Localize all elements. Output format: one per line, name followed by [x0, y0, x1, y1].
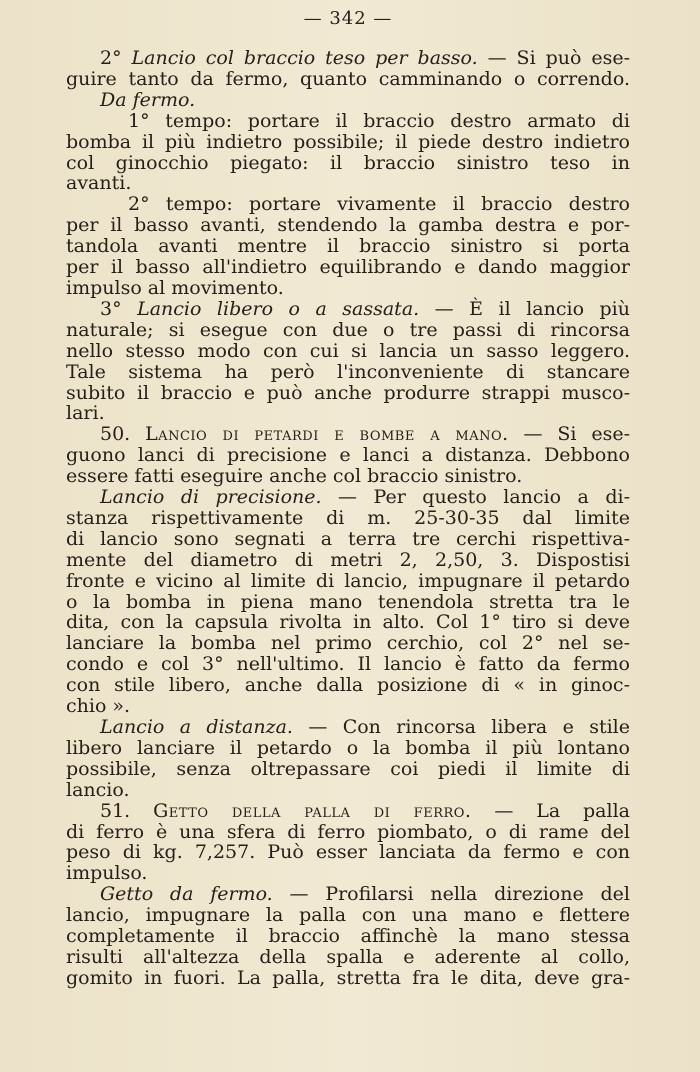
text-line: impulso.: [66, 862, 148, 885]
text-line: condo e col 3° nell'ultimo. Il lancio è fatto da fermo: [66, 653, 630, 676]
text-line: essere fatti eseguire anche col braccio sinistro.: [66, 465, 523, 488]
text-line: stanza rispettivamente di m. 25-30-35 dal limite: [66, 506, 630, 529]
text-line: di ferro è una sfera di ferro piombato, o di rame del: [66, 820, 630, 843]
text-line: 50. Lancio di petardi e bombe a mano. — Si ese-: [100, 423, 630, 446]
text-line: lancio.: [66, 778, 130, 801]
text-line: risulti all'altezza della spalla e aderente al collo,: [66, 945, 630, 968]
text-line: Da fermo.: [100, 88, 196, 111]
text-line: peso di kg. 7,257. Può esser lanciata da fermo e con: [66, 841, 630, 864]
text-line: per il basso avanti, stendendo la gamba destra e por-: [66, 214, 630, 237]
text-line: 2° tempo: portare vivamente il braccio destro: [128, 193, 630, 216]
text-line: guire tanto da fermo, quanto camminando o correndo.: [66, 67, 630, 90]
text-line: tandola avanti mentre il braccio sinistro si porta: [66, 235, 630, 258]
text-line: dita, con la capsula rivolta in alto. Col 1° tiro si deve: [66, 611, 630, 634]
page-number: — 342 —: [303, 8, 393, 29]
text-line: gomito in fuori. La palla, stretta fra le dita, deve gra-: [66, 966, 630, 989]
text-line: lancio, impugnare la palla con una mano e flettere: [66, 904, 630, 927]
text-line: nello stesso modo con cui si lancia un sasso leggero.: [66, 339, 630, 362]
text-line: Getto da fermo. — Profilarsi nella direzione del: [100, 883, 630, 906]
text-line: 1° tempo: portare il braccio destro armato di: [128, 109, 630, 132]
text-line: col ginocchio piegato: il braccio sinistro teso in: [66, 151, 630, 174]
text-line: lari.: [66, 402, 105, 425]
text-line: naturale; si esegue con due o tre passi di rincorsa: [66, 318, 630, 341]
text-line: o la bomba in piena mano tenendola stretta tra le: [66, 590, 630, 613]
text-line: 51. Getto della palla di ferro. — La palla: [100, 799, 630, 822]
text-line: bomba il più indietro possibile; il piede destro indietro: [66, 130, 630, 153]
text-line: di lancio sono segnati a terra tre cerchi rispettiva-: [66, 527, 630, 550]
text-line: chio ».: [66, 695, 131, 718]
text-line: 3° Lancio libero o a sassata. — È il lancio più: [100, 297, 630, 320]
text-line: completamente il braccio affinchè la mano stessa: [66, 925, 630, 948]
text-line: Lancio a distanza. — Con rincorsa libera e stile: [100, 716, 630, 738]
text-line: possibile, senza oltrepassare coi piedi il limite di: [66, 757, 630, 780]
body-text: [66, 48, 630, 989]
text-line: Lancio di precisione. — Per questo lancio a di-: [100, 486, 631, 509]
text-line: con stile libero, anche dalla posizione di « in ginoc-: [66, 674, 630, 697]
text-line: mente del diametro di metri 2, 2,50, 3. Dispostisi: [66, 548, 630, 571]
text-line: guono lanci di precisione e lanci a distanza. Debbono: [66, 444, 630, 467]
text-line: avanti.: [66, 172, 132, 195]
text-line: per il basso all'indietro equilibrando e dando maggior: [66, 256, 630, 279]
text-line: libero lanciare il petardo o la bomba il più lontano: [66, 736, 630, 759]
text-line: Tale sistema ha però l'inconveniente di stancare: [66, 360, 630, 383]
text-line: fronte e vicino al limite di lancio, impugnare il petardo: [66, 569, 630, 592]
text-line: impulso al movimento.: [66, 276, 284, 299]
text-line: 2° Lancio col braccio teso per basso. — Si può ese-: [100, 47, 630, 69]
text-line: subito il braccio e può anche produrre strappi musco-: [66, 381, 630, 404]
text-line: lanciare la bomba nel primo cerchio, col 2° nel se-: [66, 632, 630, 655]
